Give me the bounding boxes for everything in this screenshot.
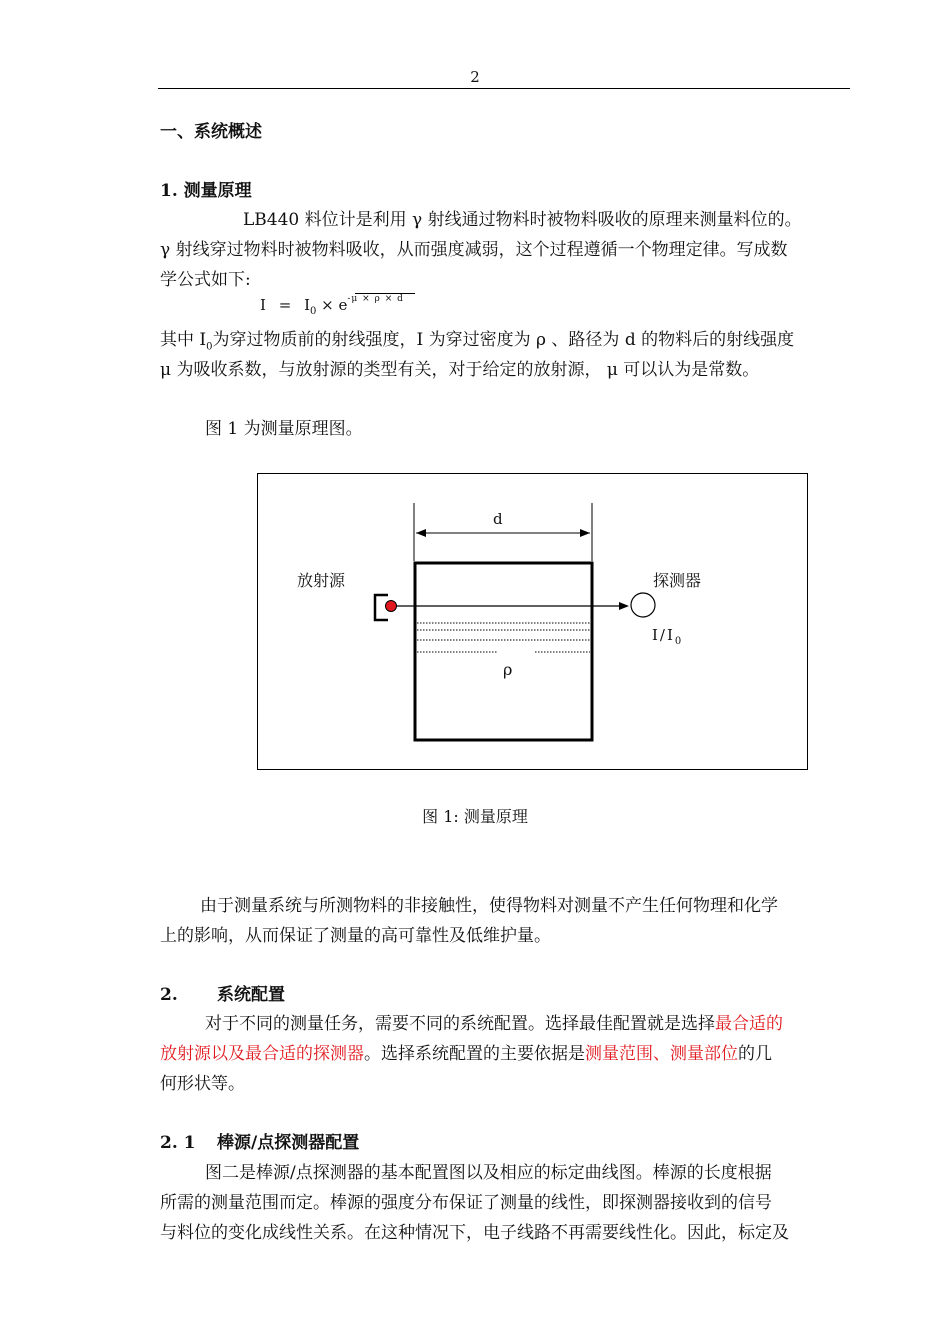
formula-times-e: × e bbox=[321, 296, 348, 314]
body-line: 上的影响，从而保证了测量的高可靠性及低维护量。 bbox=[160, 926, 551, 946]
label-rho: ρ bbox=[503, 660, 513, 679]
ratio-text: I/I bbox=[652, 626, 675, 644]
arrowhead-right bbox=[580, 529, 590, 537]
formula-i0: I bbox=[304, 296, 311, 314]
section-2-heading: 系统配置 bbox=[217, 985, 285, 1005]
body-line: 图二是棒源/点探测器的基本配置图以及相应的标定曲线图。棒源的长度根据 bbox=[205, 1163, 772, 1183]
body-line: μ 为吸收系数，与放射源的类型有关，对于给定的放射源， μ 可以认为是常数。 bbox=[160, 360, 760, 380]
highlight-text: 测量范围、测量部位 bbox=[585, 1044, 738, 1064]
label-detector: 探测器 bbox=[653, 571, 702, 590]
section-2-1-number: 2. 1 bbox=[160, 1133, 196, 1153]
formula-exponent: -μ × ρ × d bbox=[347, 294, 404, 304]
formula-i0-sub: 0 bbox=[310, 306, 317, 317]
page-number: 2 bbox=[470, 68, 480, 86]
formula-equals: = bbox=[278, 296, 292, 314]
section-title: 一、系统概述 bbox=[160, 122, 262, 142]
body-line: 何形状等。 bbox=[160, 1074, 245, 1094]
section-2-number: 2. bbox=[160, 985, 178, 1005]
figure-caption: 图 1: 测量原理 bbox=[422, 807, 528, 826]
body-line: 学公式如下: bbox=[160, 270, 251, 290]
subsection-heading-1: 1. 测量原理 bbox=[160, 181, 252, 201]
arrowhead-left bbox=[416, 529, 426, 537]
radiation-source-dot bbox=[386, 601, 397, 612]
body-text: 对于不同的测量任务，需要不同的系统配置。选择最佳配置就是选择 bbox=[205, 1014, 715, 1034]
body-line: γ 射线穿过物料时被物料吸收，从而强度减弱，这个过程遵循一个物理定律。写成数 bbox=[160, 240, 788, 260]
body-line: 所需的测量范围而定。棒源的强度分布保证了测量的线性，即探测器接收到的信号 bbox=[160, 1193, 772, 1213]
highlight-text: 最合适的 bbox=[715, 1014, 783, 1034]
ratio-sub: 0 bbox=[674, 636, 684, 647]
label-d: d bbox=[493, 510, 503, 528]
body-text: 其中 I bbox=[160, 330, 207, 350]
label-ratio bbox=[652, 626, 683, 647]
body-line: LB440 料位计是利用 γ 射线通过物料时被物料吸收的原理来测量料位的。 bbox=[243, 210, 802, 230]
body-text: 的几 bbox=[738, 1044, 772, 1064]
figure-intro: 图 1 为测量原理图。 bbox=[205, 419, 363, 439]
body-line: 与料位的变化成线性关系。在这种情况下，电子线路不再需要线性化。因此，标定及 bbox=[160, 1223, 789, 1243]
label-source: 放射源 bbox=[297, 571, 346, 590]
formula-lhs: I bbox=[260, 296, 266, 314]
highlight-text: 放射源以及最合适的探测器 bbox=[160, 1044, 364, 1064]
subscript: 0 bbox=[206, 341, 213, 353]
body-line bbox=[160, 1039, 772, 1069]
body-text: 。选择系统配置的主要依据是 bbox=[364, 1044, 585, 1064]
section-2-1-heading: 棒源/点探测器配置 bbox=[217, 1133, 360, 1153]
formula bbox=[260, 296, 404, 317]
body-line: 由于测量系统与所测物料的非接触性，使得物料对测量不产生任何物理和化学 bbox=[200, 896, 778, 916]
header-rule bbox=[158, 88, 850, 89]
figure-1-diagram bbox=[257, 473, 808, 770]
beam-arrowhead bbox=[619, 602, 629, 610]
body-line bbox=[205, 1009, 783, 1039]
body-text: 为穿过物质前的射线强度，I 为穿过密度为 ρ 、路径为 d 的物料后的射线强度 bbox=[212, 330, 795, 350]
formula-overline bbox=[355, 293, 415, 294]
detector-circle bbox=[631, 593, 655, 617]
